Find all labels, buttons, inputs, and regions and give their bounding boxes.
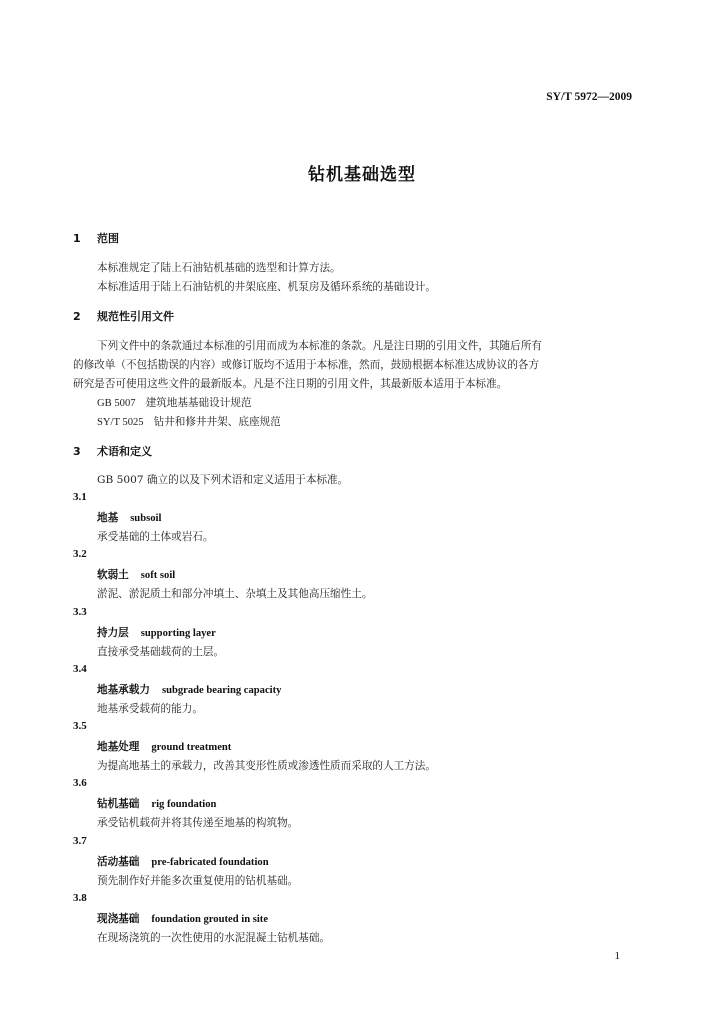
- section-title: 范围: [97, 232, 119, 245]
- term-entry: [97, 911, 268, 926]
- term-entry: [97, 567, 175, 582]
- section-number: 2: [73, 310, 81, 323]
- term-en: soft soil: [140, 570, 176, 581]
- paragraph-line: 的修改单（不包括勘误的内容）或修订版均不适用于本标准，然而，鼓励根据本标准达成协议的各方: [73, 359, 540, 371]
- clause-number: 3.6: [73, 777, 87, 789]
- term-zh: 持力层: [97, 627, 129, 639]
- term-zh: 地基: [97, 512, 119, 524]
- clause-number: 3.4: [73, 663, 87, 675]
- paragraph-line: GB 5007 确立的以及下列术语和定义适用于本标准。: [97, 474, 349, 486]
- paragraph-line: 下列文件中的条款通过本标准的引用而成为本标准的条款。凡是注日期的引用文件，其随后所有: [97, 340, 542, 352]
- term-entry: [97, 625, 216, 640]
- reference-item: [97, 414, 281, 429]
- term-en: ground treatment: [151, 742, 232, 753]
- clause-number: 3.5: [73, 720, 87, 732]
- term-zh: 钻机基础: [97, 798, 140, 810]
- term-entry: [97, 854, 269, 869]
- term-entry: [97, 510, 161, 525]
- section-number: 3: [73, 445, 81, 458]
- standard-code: SY/T 5972—2009: [546, 91, 632, 103]
- section-1-heading: [73, 230, 119, 246]
- section-title: 术语和定义: [97, 445, 152, 458]
- term-definition: 直接承受基础载荷的土层。: [97, 646, 225, 658]
- term-zh: 地基处理: [97, 741, 140, 753]
- paragraph-line: 本标准适用于陆上石油钻机的井架底座、机泵房及循环系统的基础设计。: [97, 281, 436, 293]
- term-entry: [97, 739, 231, 754]
- reference-title: 钻井和修井井架、底座规范: [153, 416, 281, 428]
- page-number: 1: [614, 950, 620, 962]
- clause-number: 3.8: [73, 892, 87, 904]
- reference-code: SY/T 5025: [97, 417, 144, 428]
- paragraph-line: 本标准规定了陆上石油钻机基础的选型和计算方法。: [97, 262, 341, 274]
- section-2-heading: [73, 308, 174, 324]
- term-definition: 预先制作好并能多次重复使用的钻机基础。: [97, 875, 299, 887]
- section-number: 1: [73, 232, 81, 245]
- term-entry: [97, 682, 281, 697]
- term-en: subgrade bearing capacity: [161, 685, 282, 696]
- term-definition: 地基承受载荷的能力。: [97, 703, 203, 715]
- clause-number: 3.3: [73, 606, 87, 618]
- term-zh: 活动基础: [97, 856, 140, 868]
- term-definition: 在现场浇筑的一次性使用的水泥混凝土钻机基础。: [97, 932, 331, 944]
- term-en: subsoil: [130, 513, 162, 524]
- section-3-heading: [73, 443, 152, 459]
- clause-number: 3.7: [73, 835, 87, 847]
- term-definition: 承受钻机载荷并将其传递至地基的构筑物。: [97, 817, 299, 829]
- term-zh: 地基承载力: [97, 684, 150, 696]
- document-title: 钻机基础选型: [308, 165, 416, 185]
- term-definition: 为提高地基土的承载力，改善其变形性质或渗透性质而采取的人工方法。: [97, 760, 436, 772]
- term-entry: [97, 796, 216, 811]
- clause-number: 3.2: [73, 548, 87, 560]
- term-en: rig foundation: [151, 799, 217, 810]
- clause-number: 3.1: [73, 491, 87, 503]
- term-definition: 承受基础的土体或岩石。: [97, 531, 214, 543]
- term-definition: 淤泥、淤泥质土和部分冲填土、杂填土及其他高压缩性土。: [97, 588, 373, 600]
- term-en: pre-fabricated foundation: [151, 857, 269, 868]
- reference-item: [97, 395, 252, 410]
- reference-title: 建筑地基基础设计规范: [145, 397, 252, 409]
- section-title: 规范性引用文件: [97, 310, 174, 323]
- reference-code: GB 5007: [97, 398, 136, 409]
- paragraph-line: 研究是否可使用这些文件的最新版本。凡是不注日期的引用文件，其最新版本适用于本标准。: [73, 378, 508, 390]
- term-en: supporting layer: [140, 628, 216, 639]
- term-zh: 现浇基础: [97, 913, 140, 925]
- term-en: foundation grouted in site: [151, 914, 269, 925]
- term-zh: 软弱土: [97, 569, 129, 581]
